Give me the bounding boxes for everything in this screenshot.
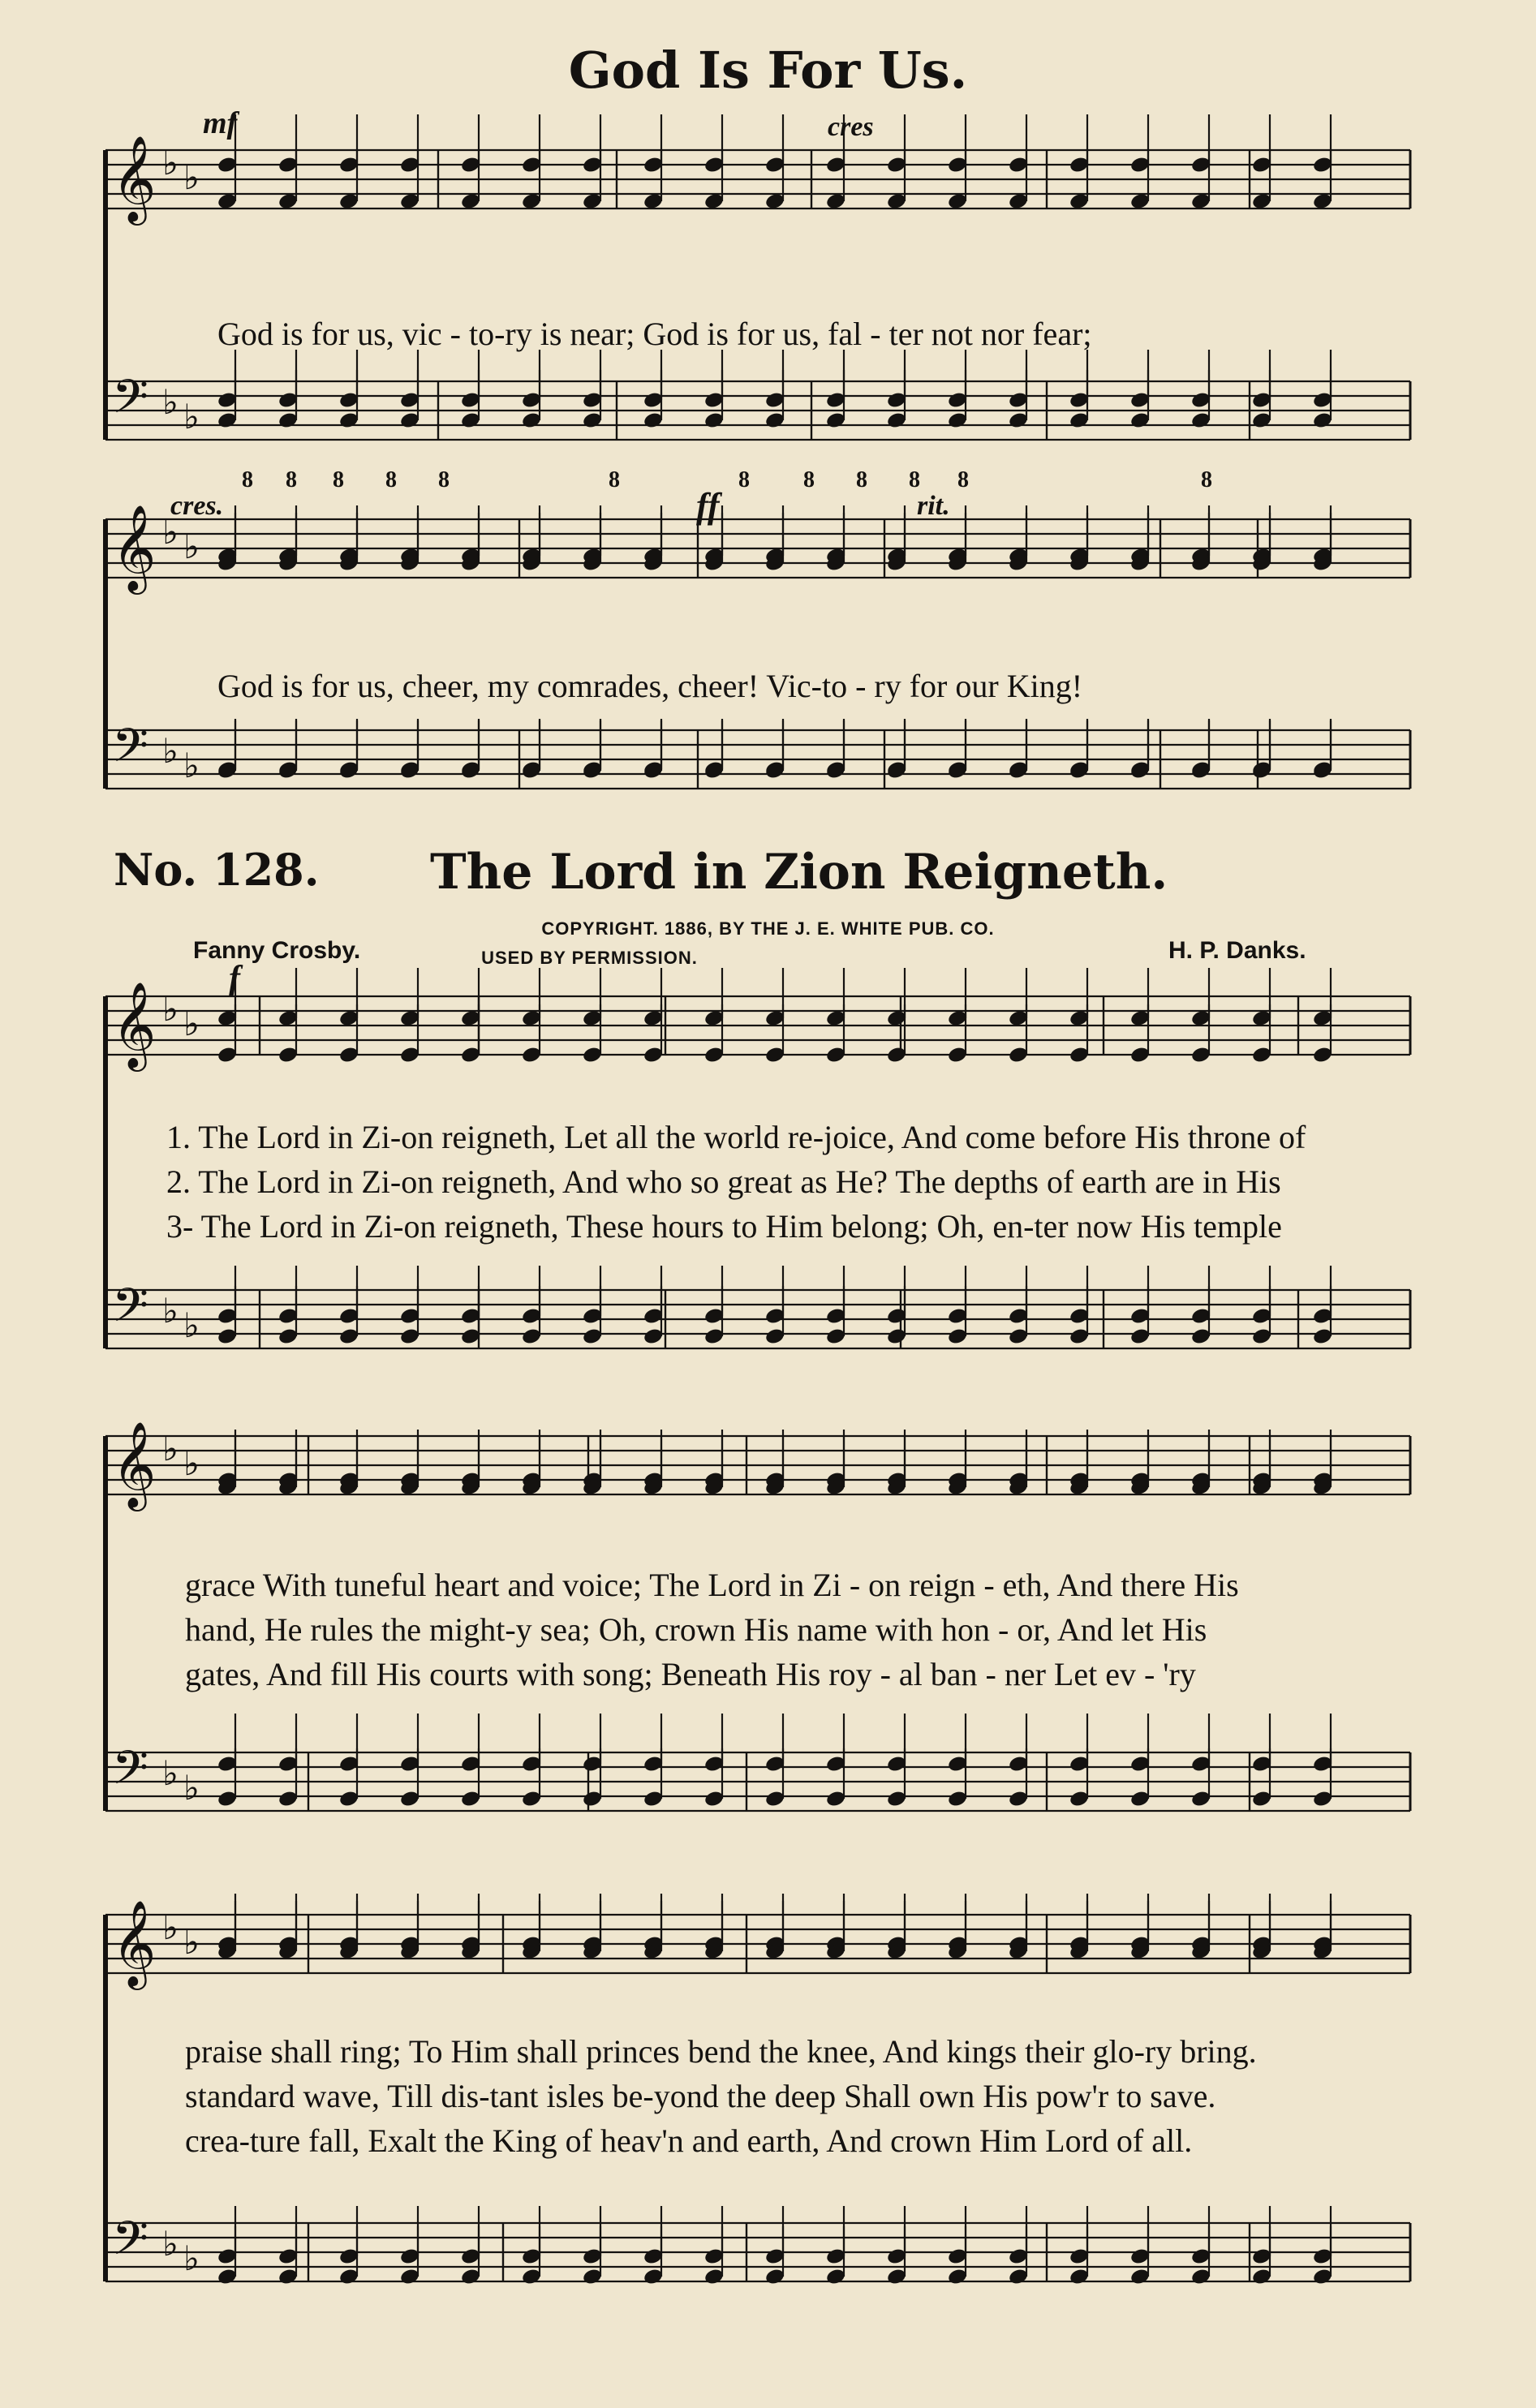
treble-clef: 𝄞 — [112, 1421, 157, 1507]
hymn-number: No. 128. — [114, 844, 320, 896]
bass-figure-8: 8 — [909, 467, 920, 492]
bass-clef: 𝄢 — [112, 369, 149, 436]
verse-2-line-c: standard wave, Till dis-tant isles be-yond the deep Shall own His pow'r to save. — [185, 2078, 1216, 2114]
verse-2-line-b: hand, He rules the might-y sea; Oh, crown His name with hon - or, And let His — [185, 1611, 1207, 1648]
bass-clef: 𝄢 — [112, 1740, 149, 1807]
dynamic-cres: cres — [828, 112, 874, 142]
verse-1-line-b: grace With tuneful heart and voice; The Lord in Zi - on reign - eth, And there His — [185, 1567, 1239, 1603]
flat-sign: ♭ — [162, 731, 179, 771]
treble-clef: 𝄞 — [112, 504, 157, 591]
hymn-1-title: God Is For Us. — [568, 41, 968, 100]
flat-sign: ♭ — [183, 1922, 200, 1962]
copyright-line: COPYRIGHT. 1886, BY THE J. E. WHITE PUB. CO. — [541, 918, 995, 939]
tempo-rit: rit. — [917, 491, 950, 521]
flat-sign: ♭ — [183, 527, 200, 566]
verse-2-line-a: 2. The Lord in Zi-on reigneth, And who so great as He? The depths of earth are in His — [166, 1163, 1281, 1200]
bass-figure-8: 8 — [438, 467, 450, 492]
verse-3-line-a: 3- The Lord in Zi-on reigneth, These hours to Him belong; Oh, en-ter now His temple — [166, 1208, 1282, 1245]
flat-sign: ♭ — [183, 1768, 200, 1808]
hymn-2-header — [114, 844, 1428, 909]
dynamic-ff: ff — [696, 486, 720, 526]
verse-1-line-c: praise shall ring; To Him shall princes bend the knee, And kings their glo-ry bring. — [185, 2033, 1257, 2070]
verse-3-line-c: crea-ture fall, Exalt the King of heav'n and earth, And crown Him Lord of all. — [185, 2122, 1193, 2159]
flat-sign: ♭ — [183, 157, 200, 197]
flat-sign: ♭ — [162, 1291, 179, 1331]
hymn-1-lyric-line-2: God is for us, cheer, my comrades, cheer! Vic-to - ry for our King! — [217, 668, 1083, 704]
bass-clef: 𝄢 — [112, 2211, 149, 2277]
hymn-2-title: The Lord in Zion Reigneth. — [430, 844, 1168, 901]
dynamic-cres-2: cres. — [170, 491, 224, 521]
verse-3-line-b: gates, And fill His courts with song; Beneath His roy - al ban - ner Let ev - 'ry — [185, 1656, 1196, 1692]
bass-figure-8: 8 — [242, 467, 253, 492]
flat-sign: ♭ — [183, 746, 200, 785]
lyricist-credit: Fanny Crosby. — [193, 937, 361, 964]
dynamic-f: f — [229, 960, 240, 997]
flat-sign: ♭ — [183, 1004, 200, 1043]
flat-sign: ♭ — [162, 989, 179, 1029]
flat-sign: ♭ — [162, 143, 179, 183]
bass-figure-8: 8 — [385, 467, 397, 492]
flat-sign: ♭ — [183, 397, 200, 436]
treble-clef: 𝄞 — [112, 981, 157, 1068]
flat-sign: ♭ — [162, 382, 179, 422]
flat-sign: ♭ — [162, 512, 179, 552]
bass-figure-8: 8 — [856, 467, 867, 492]
flat-sign: ♭ — [162, 1753, 179, 1793]
flat-sign: ♭ — [162, 1907, 179, 1947]
bass-figure-8: 8 — [609, 467, 620, 492]
flat-sign: ♭ — [183, 1305, 200, 1345]
verse-1-line-a: 1. The Lord in Zi-on reigneth, Let all the world re-joice, And come before His throne of — [166, 1119, 1306, 1155]
flat-sign: ♭ — [162, 2224, 179, 2264]
bass-figure-8: 8 — [957, 467, 969, 492]
flat-sign: ♭ — [183, 1443, 200, 1483]
bass-figure-8: 8 — [286, 467, 297, 492]
composer-credit: H. P. Danks. — [1168, 937, 1306, 964]
bass-figure-8: 8 — [738, 467, 750, 492]
dynamic-mf: mf — [203, 106, 238, 140]
bass-clef: 𝄢 — [112, 718, 149, 785]
bass-figure-8: 8 — [333, 467, 344, 492]
bass-clef: 𝄢 — [112, 1278, 149, 1344]
bass-figure-8: 8 — [803, 467, 815, 492]
bass-figure-8: 8 — [1201, 467, 1212, 492]
permission-line: USED BY PERMISSION. — [481, 948, 698, 968]
flat-sign: ♭ — [183, 2238, 200, 2278]
flat-sign: ♭ — [162, 1429, 179, 1468]
treble-clef: 𝄞 — [112, 1899, 157, 1986]
hymn-1-lyric-line-1: God is for us, vic - to-ry is near; God is for us, fal - ter not nor fear; — [217, 316, 1092, 352]
treble-clef: 𝄞 — [112, 135, 157, 221]
